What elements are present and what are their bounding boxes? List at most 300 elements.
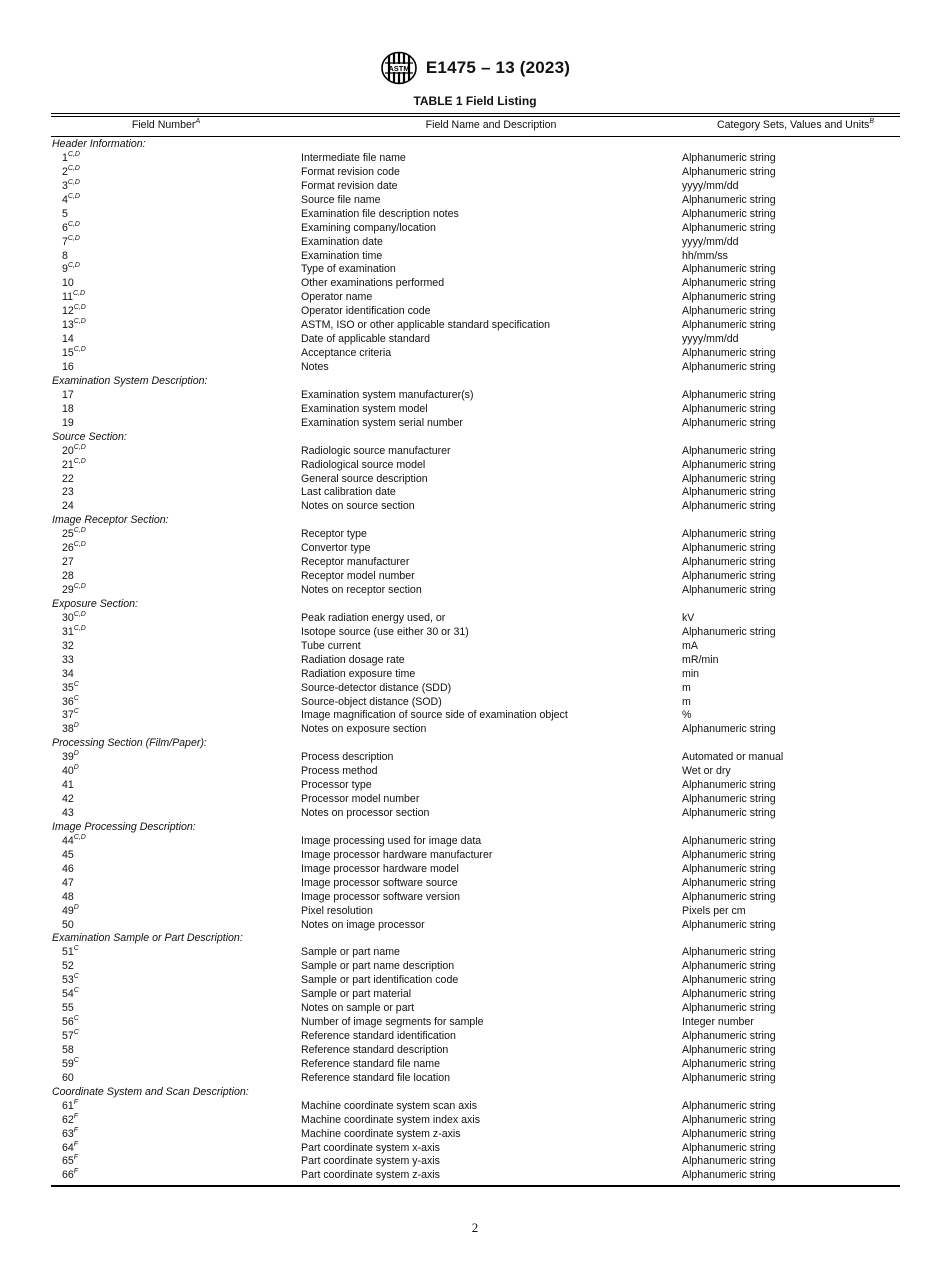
field-name: Radiation exposure time [301,667,416,680]
field-name: Number of image segments for sample [301,1016,484,1029]
field-category: Alphanumeric string [682,1043,776,1056]
table-row [51,277,900,291]
field-number: $39^D$ [62,750,79,764]
field-name: Sample or part name description [301,960,455,973]
table-row [51,668,900,682]
table-row [51,1072,900,1086]
field-category: Alphanumeric string [682,151,776,164]
field-number: 27 [62,556,74,569]
field-number: 45 [62,848,74,861]
footnote-marker: C,D [73,583,86,590]
column-header-field-number: Field Number$^A$ [131,118,201,131]
field-number: $15^{C,D}$ [62,346,86,360]
field-number: $38^D$ [62,722,79,736]
footnote-marker: D [73,903,79,911]
field-category: Alphanumeric string [682,723,776,736]
field-name: Notes [301,361,329,373]
field-category: Alphanumeric string [682,165,776,178]
section-heading [51,932,900,946]
field-category: yyyy/mm/dd [682,333,739,346]
field-name: Notes on image processor [301,918,425,931]
field-number: $66^F$ [62,1168,79,1182]
field-number: $61^F$ [62,1098,79,1112]
field-number: $7^{C,D}$ [62,234,80,248]
field-category: Alphanumeric string [682,528,776,541]
field-number: $21^{C,D}$ [62,457,86,471]
field-category: Alphanumeric string [682,988,776,1001]
field-number: $13^{C,D}$ [62,318,86,332]
table-row [51,250,900,264]
field-number: 17 [62,388,74,401]
field-number: $53^C$ [62,973,79,987]
section-heading-label: Examination System Description: [52,374,208,387]
field-category: yyyy/mm/dd [682,179,739,192]
svg-text:ASTM: ASTM [388,64,410,73]
field-category: Alphanumeric string [682,793,776,806]
footnote-marker: D [73,750,79,758]
field-name: Part coordinate system z-axis [301,1169,440,1182]
field-number: 55 [62,1002,74,1015]
field-name: Reference standard file name [301,1057,440,1070]
field-number: $54^C$ [62,987,79,1001]
field-name: Pixel resolution [301,904,373,917]
footnote-marker: C,D [73,541,86,549]
field-name: Last calibration date [301,486,396,499]
table-row [51,1044,900,1058]
field-category: m [682,681,691,694]
field-name: Radiation dosage rate [301,653,405,666]
field-name: Receptor model number [301,570,415,583]
field-number: $59^C$ [62,1056,79,1070]
section-heading [51,737,900,751]
field-name: Peak radiation energy used, or [301,611,446,624]
field-name: Receptor type [301,528,367,541]
footnote-marker: F [73,1154,79,1162]
field-name: Examination file description notes [301,207,459,220]
field-name: Process method [301,765,378,778]
table-row [51,723,900,737]
field-name: Examining company/location [301,221,436,234]
table-row [51,222,900,236]
field-category: Alphanumeric string [682,305,776,318]
table-row [51,180,900,194]
table-row [51,570,900,584]
table-row [51,500,900,514]
field-category: Alphanumeric string [682,1127,776,1140]
footnote-marker: C,D [73,290,86,298]
footnote-marker: C [73,708,79,716]
section-heading [51,821,900,835]
column-header-category: Category Sets, Values and Units$^B$ [717,118,874,131]
table-row [51,779,900,793]
field-number: 8 [62,249,68,262]
field-number: $64^F$ [62,1140,79,1154]
table-row [51,263,900,277]
section-heading-label: Examination Sample or Part Description: [52,932,243,945]
field-name: Acceptance criteria [301,347,392,360]
field-name: Notes on receptor section [301,584,422,596]
footnote-marker: D [73,764,79,772]
table-row [51,291,900,305]
field-category: Alphanumeric string [682,1002,776,1015]
table-row [51,152,900,166]
table-row [51,333,900,347]
field-number: 58 [62,1043,74,1056]
field-name: Processor type [301,779,372,792]
footnote-marker: C [73,694,79,702]
field-category: Alphanumeric string [682,458,776,471]
table-row [51,542,900,556]
table-title: TABLE 1 Field Listing [413,94,537,108]
footnote-marker: C,D [67,262,80,270]
field-number: $20^{C,D}$ [62,443,86,457]
table-row [51,612,900,626]
field-name: Image processor hardware manufacturer [301,848,493,861]
field-number: 23 [62,486,74,499]
field-number: 52 [62,960,74,973]
document-header [0,50,950,86]
field-name: Notes on sample or part [301,1002,415,1015]
field-category: Alphanumeric string [682,472,776,485]
field-category: Alphanumeric string [682,584,776,596]
field-number: 41 [62,779,74,792]
table-row [51,319,900,333]
footnote-marker: C [73,1029,79,1036]
field-name: Processor model number [301,793,420,806]
section-heading-label: Source Section: [52,430,127,443]
field-name: Machine coordinate system z-axis [301,1127,461,1140]
field-category: Alphanumeric string [682,862,776,875]
table-row [51,765,900,779]
footnote-marker: C,D [73,624,86,632]
table-row [51,988,900,1002]
field-name: Reference standard file location [301,1071,450,1084]
field-name: Tube current [301,639,361,652]
table-body [51,138,900,1183]
table-row [51,417,900,431]
field-name: Examination time [301,249,383,262]
field-name: Reference standard description [301,1043,449,1056]
field-number: $26^{C,D}$ [62,541,86,555]
field-number: 5 [62,207,68,220]
field-name: Process description [301,751,394,764]
field-number: 33 [62,653,74,666]
footnote-marker: C,D [73,527,86,535]
field-number: 46 [62,862,74,875]
field-category: Alphanumeric string [682,402,776,415]
section-heading-label: Image Processing Description: [52,820,196,833]
field-category: Alphanumeric string [682,347,776,360]
field-category: Alphanumeric string [682,416,776,429]
field-category: Alphanumeric string [682,221,776,234]
footnote-marker: C [73,945,79,953]
table-row [51,361,900,375]
field-name: Operator identification code [301,305,431,318]
footnote-marker: C [73,1056,79,1064]
field-category: yyyy/mm/dd [682,235,739,248]
table-row [51,682,900,696]
footnote-marker: C,D [67,150,80,158]
field-name: Examination system manufacturer(s) [301,388,474,401]
footnote-marker: C,D [73,457,86,465]
field-name: Source file name [301,193,381,206]
field-name: Image processor software version [301,890,460,903]
field-category: Wet or dry [682,765,731,778]
field-category: min [682,667,700,680]
table-row [51,863,900,877]
table-column-headers [51,119,900,135]
field-name: Sample or part name [301,946,400,959]
field-number: 19 [62,416,74,429]
table-row [51,1002,900,1016]
field-name: Isotope source (use either 30 or 31) [301,625,469,638]
table-row [51,1155,900,1169]
field-name: Convertor type [301,542,371,555]
table-top-rule-double [51,116,900,117]
table-row [51,208,900,222]
field-category: Alphanumeric string [682,1057,776,1070]
field-category: Alphanumeric string [682,974,776,987]
table-row [51,347,900,361]
field-number: $65^F$ [62,1154,79,1168]
table-row [51,974,900,988]
table-row [51,1016,900,1030]
field-name: Sample or part identification code [301,974,459,987]
field-number: $62^F$ [62,1112,79,1126]
field-category: mA [682,639,698,652]
field-number: $11^{C,D}$ [62,290,86,304]
field-number: 48 [62,890,74,903]
field-name: Other examinations performed [301,277,445,290]
footnote-marker: C,D [73,443,86,451]
field-number: $31^{C,D}$ [62,624,86,638]
field-name: Format revision code [301,165,400,178]
table-row [51,166,900,180]
field-name: Examination system serial number [301,416,463,429]
field-name: Machine coordinate system index axis [301,1113,481,1126]
field-number: $44^{C,D}$ [62,833,86,847]
table-row [51,919,900,933]
field-number: $9^{C,D}$ [62,262,80,276]
field-name: Examination date [301,235,383,248]
field-number: $49^D$ [62,903,79,917]
field-category: Alphanumeric string [682,277,776,290]
field-category: Alphanumeric string [682,1099,776,1112]
field-category: Alphanumeric string [682,361,776,373]
table-row [51,960,900,974]
field-name: Examination system model [301,402,428,415]
table-row [51,905,900,919]
field-number: 24 [62,500,74,513]
table-row [51,584,900,598]
field-name: Notes on exposure section [301,723,427,736]
field-category: Alphanumeric string [682,1113,776,1126]
table-bottom-rule [51,1185,900,1187]
table-row [51,194,900,208]
field-name: Notes on source section [301,500,415,513]
section-heading [51,1086,900,1100]
table-row [51,1100,900,1114]
table-row [51,1114,900,1128]
field-category: Alphanumeric string [682,556,776,569]
section-heading-label: Processing Section (Film/Paper): [52,737,207,750]
field-number: $25^{C,D}$ [62,527,86,541]
table-row [51,556,900,570]
field-category: Alphanumeric string [682,918,776,931]
field-number: $35^C$ [62,680,79,694]
field-number: $37^C$ [62,708,79,722]
field-name: ASTM, ISO or other applicable standard specification [301,319,551,332]
field-category: Alphanumeric string [682,319,776,332]
footnote-marker: F [73,1140,79,1148]
field-name: Radiological source model [301,458,426,471]
field-number: $63^F$ [62,1126,79,1140]
section-heading [51,138,900,152]
field-category: Alphanumeric string [682,779,776,792]
field-category: Alphanumeric string [682,263,776,276]
table-row [51,793,900,807]
field-category: Alphanumeric string [682,570,776,583]
field-number: $57^C$ [62,1029,79,1042]
field-category: Alphanumeric string [682,876,776,889]
section-heading-label: Coordinate System and Scan Description: [52,1085,249,1098]
table-row [51,751,900,765]
table-row [51,696,900,710]
field-category: Pixels per cm [682,904,746,917]
field-category: Alphanumeric string [682,542,776,555]
field-category: Alphanumeric string [682,1030,776,1042]
field-number: $3^{C,D}$ [62,178,80,192]
field-number: 50 [62,918,74,931]
field-number: $4^{C,D}$ [62,192,80,206]
column-header-field-name: Field Name and Description [425,119,557,131]
footnote-marker: C [73,973,79,981]
field-category: Alphanumeric string [682,946,776,959]
table-row [51,1142,900,1156]
footnote-marker: C,D [73,304,86,312]
field-name: Image processing used for image data [301,834,482,847]
field-number: $12^{C,D}$ [62,304,86,318]
field-number: $2^{C,D}$ [62,164,80,178]
field-name: Part coordinate system y-axis [301,1155,440,1168]
field-number: 43 [62,807,74,819]
footnote-marker: C,D [73,610,86,618]
table-row [51,640,900,654]
field-category: Alphanumeric string [682,486,776,499]
table-row [51,1058,900,1072]
field-category: Alphanumeric string [682,834,776,847]
field-category: m [682,695,691,708]
field-name: Radiologic source manufacturer [301,444,451,457]
table-row [51,305,900,319]
field-category: Alphanumeric string [682,500,776,513]
field-number: 42 [62,793,74,806]
field-category: mR/min [682,653,719,666]
field-category: Alphanumeric string [682,960,776,973]
astm-logo-icon [380,51,418,85]
field-number: 22 [62,472,74,485]
table-row [51,486,900,500]
field-number: $56^C$ [62,1015,79,1029]
field-category: Alphanumeric string [682,193,776,206]
footnote-marker: F [73,1112,79,1120]
field-category: Alphanumeric string [682,444,776,457]
table-row [51,626,900,640]
table-row [51,445,900,459]
document-title: E1475 – 13 (2023) [425,58,571,77]
section-heading [51,514,900,528]
field-number: 10 [62,277,74,290]
field-category: Alphanumeric string [682,388,776,401]
section-heading [51,375,900,389]
footnote-marker: C,D [73,318,86,326]
table-row [51,1030,900,1044]
footnote-marker: C,D [67,192,80,200]
table-row [51,473,900,487]
field-name: Notes on processor section [301,807,430,819]
field-number: $40^D$ [62,764,79,778]
field-category: Integer number [682,1016,754,1029]
footnote-marker: F [73,1098,79,1106]
table-row [51,946,900,960]
field-name: Format revision date [301,179,398,192]
header-rule [51,136,900,137]
field-number: $30^{C,D}$ [62,610,86,624]
footnote-marker: D [73,722,79,730]
field-name: Image magnification of source side of examination object [301,709,568,722]
field-name: Sample or part material [301,988,412,1001]
field-number: 14 [62,333,74,346]
field-category: % [682,709,692,722]
table-row [51,1128,900,1142]
field-name: Reference standard identification [301,1030,456,1042]
field-number: $6^{C,D}$ [62,220,80,234]
field-category: Alphanumeric string [682,1071,776,1084]
table-row [51,807,900,821]
page-number: 2 [471,1220,479,1235]
table-top-rule [51,113,900,114]
section-heading [51,598,900,612]
table-row [51,236,900,250]
section-heading-label: Exposure Section: [52,597,138,610]
footnote-marker: C,D [67,164,80,172]
table-row [51,403,900,417]
field-number: 28 [62,570,74,583]
section-heading-label: Header Information: [52,138,146,150]
footnote-marker: F [73,1126,79,1134]
field-number: $36^C$ [62,694,79,708]
table-row [51,1169,900,1183]
field-number: 16 [62,361,74,373]
footnote-marker: C,D [67,220,80,228]
field-category: Alphanumeric string [682,1141,776,1154]
field-name: Image processor software source [301,876,458,889]
field-category: Automated or manual [682,751,784,764]
field-category: Alphanumeric string [682,1155,776,1168]
footnote-marker: C [73,987,79,995]
field-category: Alphanumeric string [682,1169,776,1182]
table-row [51,891,900,905]
footnote-marker: C,D [67,178,80,186]
footnote-marker: C,D [73,833,86,841]
field-category: hh/mm/ss [682,249,728,262]
field-number: $1^{C,D}$ [62,150,80,164]
footnote-marker: C [73,680,79,688]
field-number: 32 [62,639,74,652]
table-row [51,389,900,403]
footnote-marker: C,D [73,346,86,354]
field-number: 34 [62,667,74,680]
